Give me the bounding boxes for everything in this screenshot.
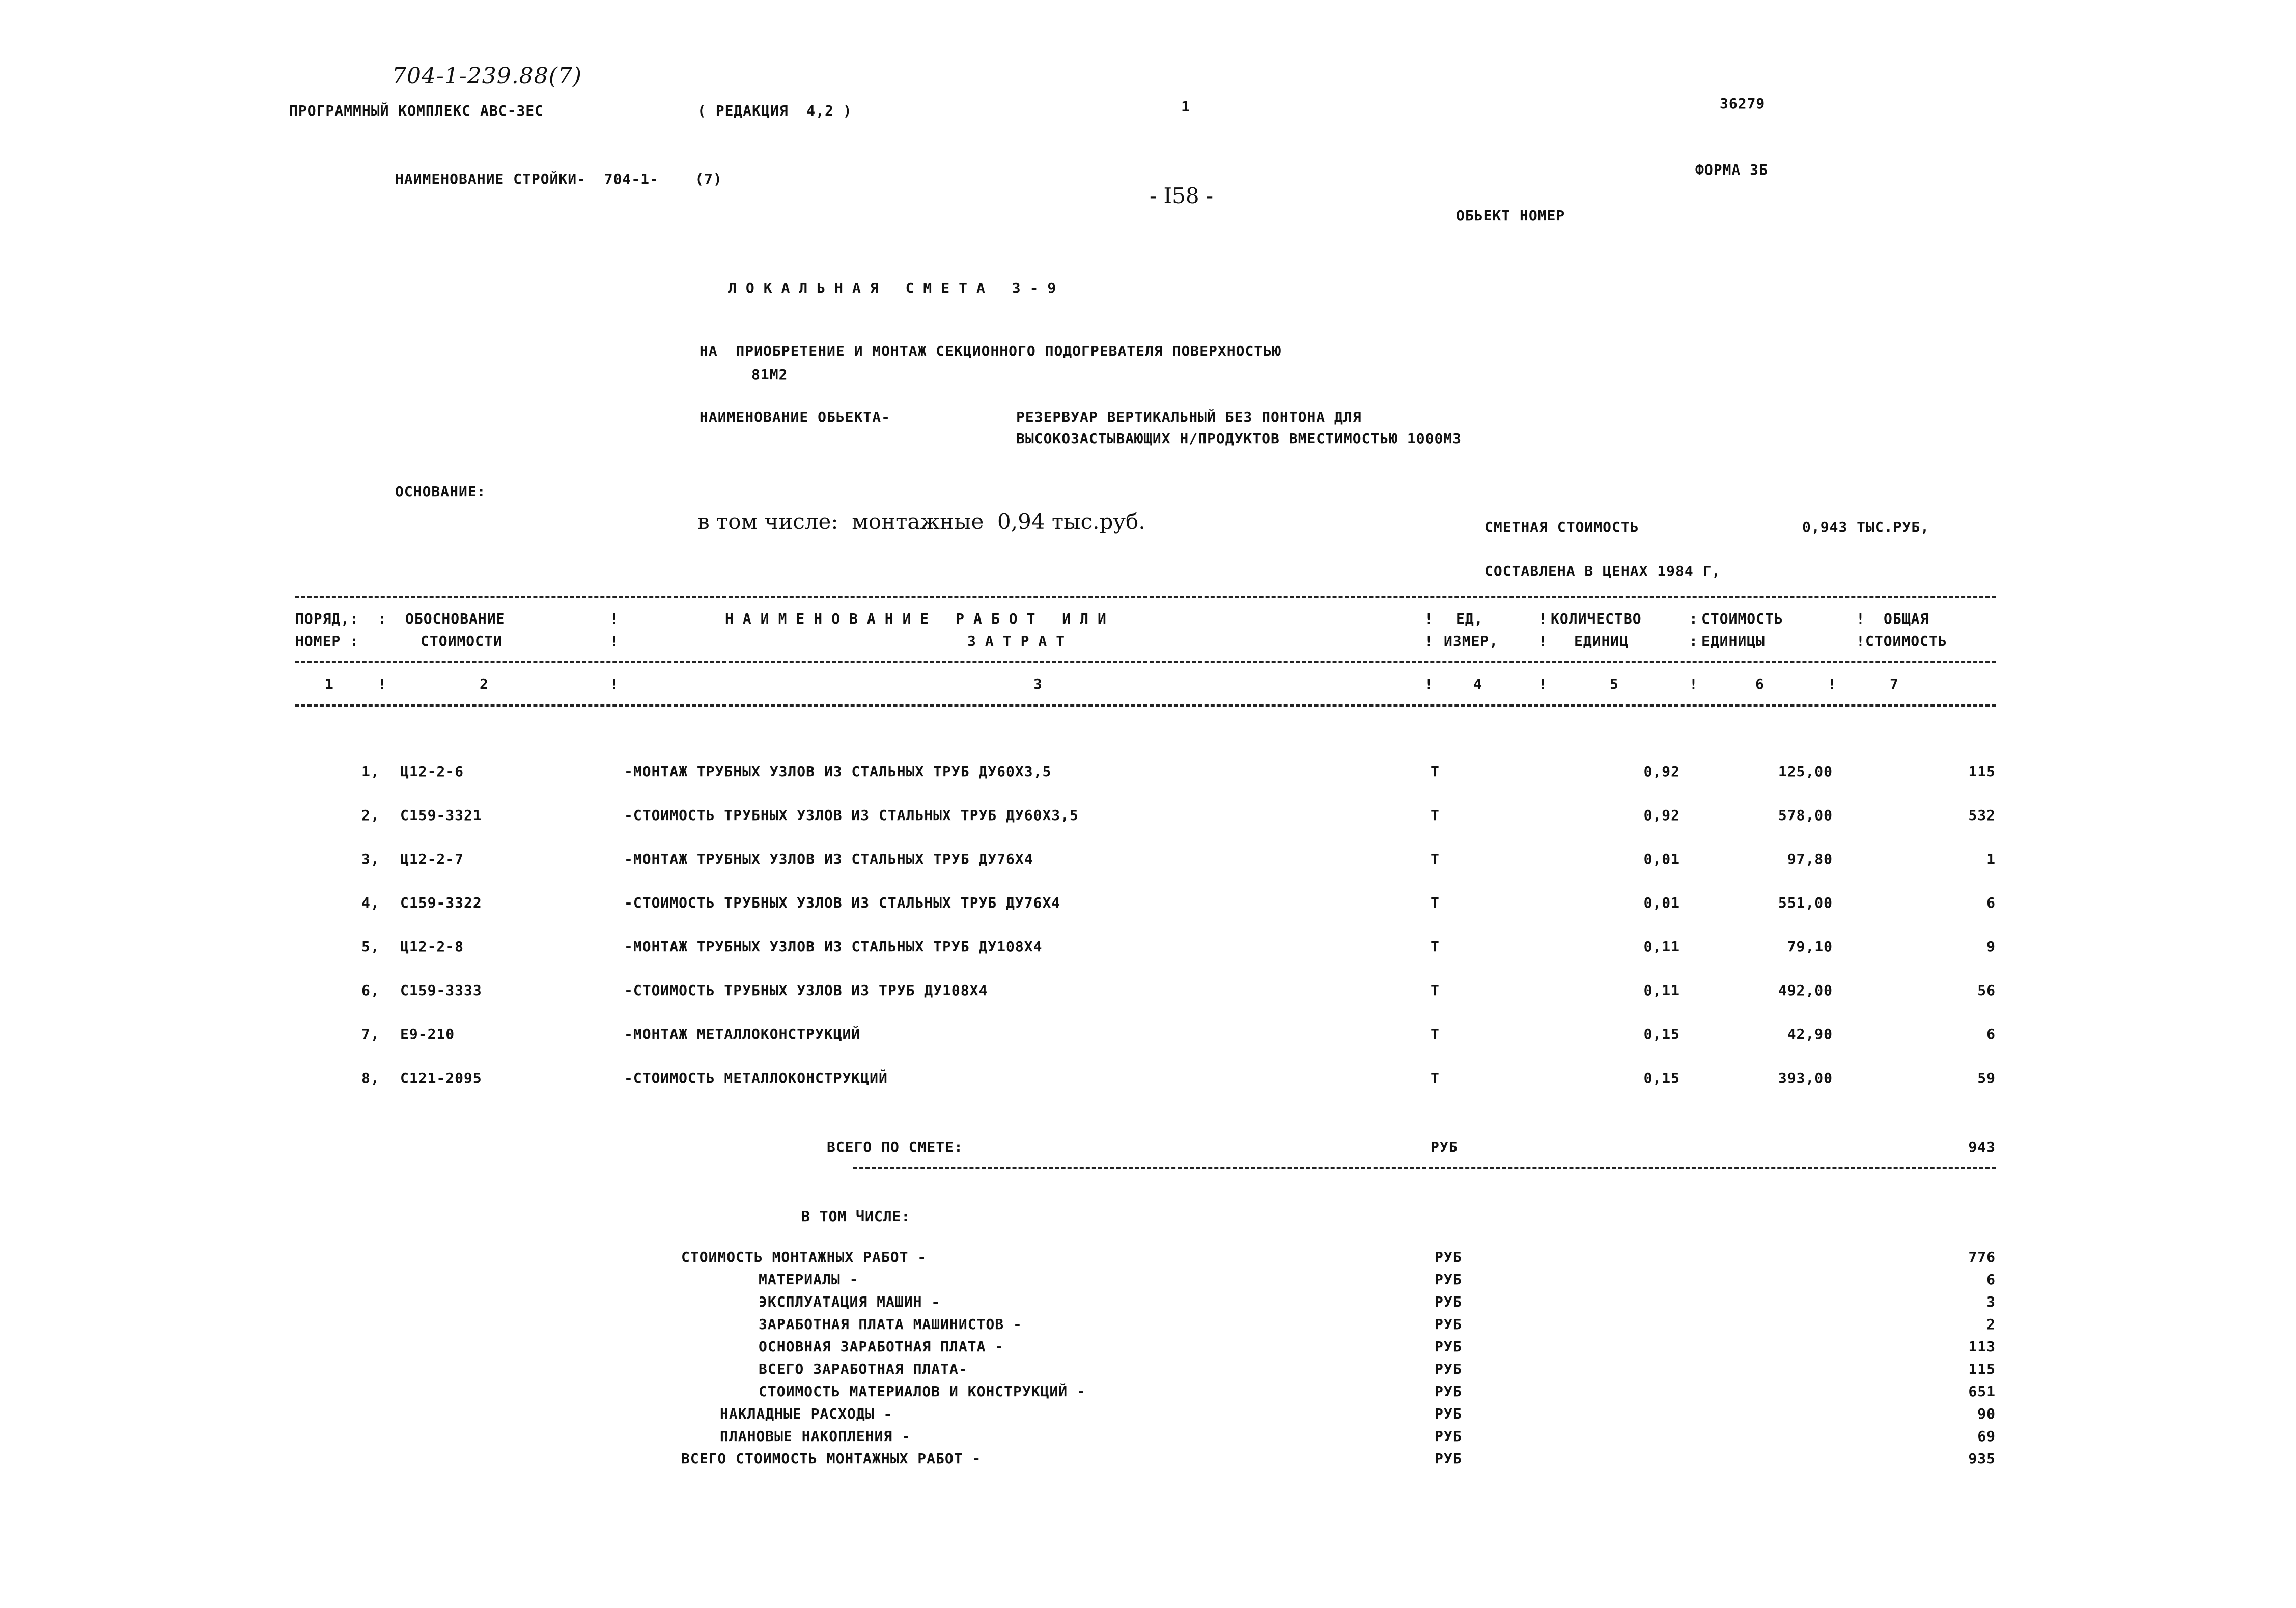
- row-unit: Т: [1431, 763, 1440, 780]
- row-name: -СТОИМОСТЬ ТРУБНЫХ УЗЛОВ ИЗ СТАЛЬНЫХ ТРУБ ДУ60Х3,5: [624, 807, 1079, 824]
- table-row: [0, 896, 2296, 916]
- breakdown-value: 6: [1986, 1271, 1996, 1288]
- row-order: 6,: [361, 982, 380, 999]
- total-unit: РУБ: [1431, 1139, 1458, 1155]
- row-qty: 0,01: [1643, 894, 1680, 911]
- breakdown-unit: РУБ: [1435, 1450, 1462, 1467]
- header-separators-10: :: [1689, 633, 1698, 650]
- breakdown-unit: РУБ: [1435, 1271, 1462, 1288]
- including-mounting: в том числе: монтажные 0,94 тыс.руб.: [697, 509, 1145, 534]
- row-total: 532: [1968, 807, 1996, 824]
- row-price: 42,90: [1787, 1026, 1833, 1042]
- col-unit-header-1: ЕД,: [1456, 610, 1483, 627]
- breakdown-label: СТОИМОСТЬ МАТЕРИАЛОВ И КОНСТРУКЦИЙ -: [759, 1383, 1086, 1400]
- breakdown-value: 935: [1968, 1450, 1996, 1467]
- row-price: 551,00: [1778, 894, 1833, 911]
- breakdown-value: 2: [1986, 1316, 1996, 1333]
- col-name-header-2: ЗАТРАТ: [967, 633, 1074, 650]
- row-qty: 0,11: [1643, 982, 1680, 999]
- row-order: 4,: [361, 894, 380, 911]
- col-number-3: 3: [1033, 675, 1043, 692]
- number-row-separators: !: [378, 675, 387, 692]
- row-name: -СТОИМОСТЬ ТРУБНЫХ УЗЛОВ ИЗ ТРУБ ДУ108Х4: [624, 982, 988, 999]
- row-unit: Т: [1431, 894, 1440, 911]
- number-row-separators: !: [1538, 675, 1548, 692]
- row-code: Е9-210: [400, 1026, 455, 1042]
- row-qty: 0,15: [1643, 1069, 1680, 1086]
- row-unit: Т: [1431, 1069, 1440, 1086]
- table-row: [0, 1071, 2296, 1091]
- row-code: Ц12-2-8: [400, 938, 464, 955]
- estimate-title: ЛОКАЛЬНАЯ СМЕТА 3-9: [728, 279, 1066, 296]
- row-total: 59: [1977, 1069, 1996, 1086]
- breakdown-label: СТОИМОСТЬ МОНТАЖНЫХ РАБОТ -: [681, 1249, 927, 1265]
- total-value: 943: [1968, 1139, 1996, 1155]
- document-number: 36279: [1720, 95, 1766, 112]
- col-order-header-1: ПОРЯД,:: [295, 610, 359, 627]
- breakdown-row: [0, 1385, 2296, 1405]
- row-price: 79,10: [1787, 938, 1833, 955]
- row-order: 1,: [361, 763, 380, 780]
- breakdown-row: [0, 1429, 2296, 1450]
- header-separators-4: !: [1538, 610, 1548, 627]
- row-price: 97,80: [1787, 851, 1833, 867]
- col-total-header-2: СТОИМОСТЬ: [1865, 633, 1947, 650]
- number-row-separators: !: [1828, 675, 1837, 692]
- col-number-1: 1: [325, 675, 334, 692]
- col-qty-header-2: ЕДИНИЦ: [1574, 633, 1629, 650]
- breakdown-unit: РУБ: [1435, 1383, 1462, 1400]
- breakdown-label: ПЛАНОВЫЕ НАКОПЛЕНИЯ -: [720, 1428, 911, 1445]
- row-price: 492,00: [1778, 982, 1833, 999]
- row-qty: 0,01: [1643, 851, 1680, 867]
- header-separators-6: !: [1856, 610, 1865, 627]
- header-separators-3: !: [1424, 610, 1434, 627]
- col-number-7: 7: [1890, 675, 1899, 692]
- col-basis-header-1: ОБОСНОВАНИЕ: [405, 610, 506, 627]
- col-qty-header-1: КОЛИЧЕСТВО: [1551, 610, 1642, 627]
- row-name: -МОНТАЖ ТРУБНЫХ УЗЛОВ ИЗ СТАЛЬНЫХ ТРУБ ДУ108Х4: [624, 938, 1043, 955]
- breakdown-row: [0, 1250, 2296, 1271]
- breakdown-label: ВСЕГО ЗАРАБОТНАЯ ПЛАТА-: [759, 1361, 968, 1377]
- subject-line-1: НА ПРИОБРЕТЕНИЕ И МОНТАЖ СЕКЦИОННОГО ПОДОГРЕВАТЕЛЯ ПОВЕРХНОСТЬЮ: [699, 343, 1281, 359]
- program-name: ПРОГРАММНЫЙ КОМПЛЕКС АВС-ЗЕС: [289, 102, 544, 119]
- row-code: Ц12-2-6: [400, 763, 464, 780]
- table-row: [0, 808, 2296, 829]
- col-number-5: 5: [1610, 675, 1619, 692]
- row-order: 3,: [361, 851, 380, 867]
- row-code: С159-3322: [400, 894, 482, 911]
- object-number: ОБЬЕКТ НОМЕР: [1456, 207, 1565, 224]
- breakdown-unit: РУБ: [1435, 1428, 1462, 1445]
- row-unit: Т: [1431, 982, 1440, 999]
- row-price: 578,00: [1778, 807, 1833, 824]
- header-bottom-rule: [295, 704, 1996, 707]
- subject-line-2: 81М2: [751, 366, 788, 383]
- total-label: ВСЕГО ПО СМЕТЕ:: [827, 1139, 963, 1155]
- col-total-header-1: ОБЩАЯ: [1884, 610, 1929, 627]
- row-total: 1: [1986, 851, 1996, 867]
- table-row: [0, 940, 2296, 960]
- row-name: -МОНТАЖ ТРУБНЫХ УЗЛОВ ИЗ СТАЛЬНЫХ ТРУБ ДУ76Х4: [624, 851, 1033, 867]
- header-separators-9: !: [1538, 633, 1548, 650]
- breakdown-label: НАКЛАДНЫЕ РАСХОДЫ -: [720, 1405, 893, 1422]
- breakdown-unit: РУБ: [1435, 1405, 1462, 1422]
- breakdown-value: 115: [1968, 1361, 1996, 1377]
- breakdown-value: 69: [1977, 1428, 1996, 1445]
- header-separators-7: !: [610, 633, 619, 650]
- header-separators-8: !: [1424, 633, 1434, 650]
- sheet-number: 1: [1181, 98, 1190, 115]
- row-unit: Т: [1431, 807, 1440, 824]
- including-label: В ТОМ ЧИСЛЕ:: [801, 1208, 911, 1225]
- breakdown-label: ВСЕГО СТОИМОСТЬ МОНТАЖНЫХ РАБОТ -: [681, 1450, 982, 1467]
- col-order-header-2: НОМЕР :: [295, 633, 359, 650]
- row-code: С159-3321: [400, 807, 482, 824]
- breakdown-label: ОСНОВНАЯ ЗАРАБОТНАЯ ПЛАТА -: [759, 1338, 1004, 1355]
- row-name: -СТОИМОСТЬ МЕТАЛЛОКОНСТРУКЦИЙ: [624, 1069, 888, 1086]
- breakdown-value: 113: [1968, 1338, 1996, 1355]
- row-code: С159-3333: [400, 982, 482, 999]
- row-price: 393,00: [1778, 1069, 1833, 1086]
- estimated-cost-value: 0,943 ТЫС.РУБ,: [1802, 519, 1930, 535]
- breakdown-unit: РУБ: [1435, 1249, 1462, 1265]
- breakdown-label: ЭКСПЛУАТАЦИЯ МАШИН -: [759, 1293, 941, 1310]
- basis-label: ОСНОВАНИЕ:: [395, 483, 486, 500]
- breakdown-row: [0, 1295, 2296, 1315]
- col-price-header-2: ЕДИНИЦЫ: [1701, 633, 1766, 650]
- number-row-separators: !: [610, 675, 619, 692]
- form-label: ФОРМА 3Б: [1695, 161, 1768, 178]
- row-total: 56: [1977, 982, 1996, 999]
- row-total: 9: [1986, 938, 1996, 955]
- col-number-6: 6: [1755, 675, 1765, 692]
- breakdown-row: [0, 1317, 2296, 1338]
- breakdown-row: [0, 1362, 2296, 1383]
- header-number-rule: [295, 661, 1996, 663]
- row-qty: 0,92: [1643, 763, 1680, 780]
- row-order: 7,: [361, 1026, 380, 1042]
- header-separators-1: :: [378, 610, 387, 627]
- breakdown-row: [0, 1407, 2296, 1427]
- table-row: [0, 983, 2296, 1004]
- breakdown-value: 3: [1986, 1293, 1996, 1310]
- row-order: 2,: [361, 807, 380, 824]
- row-unit: Т: [1431, 1026, 1440, 1042]
- building-name: НАИМЕНОВАНИЕ СТРОЙКИ- 704-1- (7): [395, 171, 722, 187]
- page-number: - I58 -: [1150, 183, 1214, 208]
- row-price: 125,00: [1778, 763, 1833, 780]
- object-line-2: ВЫСОКОЗАСТЫВАЮЩИХ Н/ПРОДУКТОВ ВМЕСТИМОСТЬЮ 1000М3: [1016, 430, 1462, 447]
- col-basis-header-2: СТОИМОСТИ: [421, 633, 502, 650]
- row-order: 8,: [361, 1069, 380, 1086]
- row-order: 5,: [361, 938, 380, 955]
- col-price-header-1: СТОИМОСТЬ: [1701, 610, 1783, 627]
- number-row-separators: !: [1689, 675, 1698, 692]
- table-row: [0, 765, 2296, 785]
- breakdown-row: [0, 1273, 2296, 1293]
- breakdown-row: [0, 1452, 2296, 1472]
- row-code: Ц12-2-7: [400, 851, 464, 867]
- col-unit-header-2: ИЗМЕР,: [1444, 633, 1499, 650]
- row-name: -СТОИМОСТЬ ТРУБНЫХ УЗЛОВ ИЗ СТАЛЬНЫХ ТРУБ ДУ76Х4: [624, 894, 1061, 911]
- row-total: 6: [1986, 894, 1996, 911]
- table-row: [0, 852, 2296, 872]
- handwritten-code: 704-1-239.88(7): [392, 63, 582, 89]
- breakdown-value: 90: [1977, 1405, 1996, 1422]
- table-top-rule: [295, 596, 1996, 598]
- estimated-cost-label: СМЕТНАЯ СТОИМОСТЬ: [1485, 519, 1639, 535]
- breakdown-row: [0, 1340, 2296, 1360]
- breakdown-value: 651: [1968, 1383, 1996, 1400]
- price-basis: СОСТАВЛЕНА В ЦЕНАХ 1984 Г,: [1485, 562, 1721, 579]
- row-unit: Т: [1431, 938, 1440, 955]
- row-qty: 0,92: [1643, 807, 1680, 824]
- col-number-4: 4: [1473, 675, 1482, 692]
- breakdown-unit: РУБ: [1435, 1338, 1462, 1355]
- breakdown-unit: РУБ: [1435, 1361, 1462, 1377]
- object-label: НАИМЕНОВАНИЕ ОБЬЕКТА-: [699, 409, 891, 426]
- header-separators-5: :: [1689, 610, 1698, 627]
- row-code: С121-2095: [400, 1069, 482, 1086]
- object-line-1: РЕЗЕРВУАР ВЕРТИКАЛЬНЫЙ БЕЗ ПОНТОНА ДЛЯ: [1016, 409, 1362, 426]
- total-rule: [853, 1167, 1996, 1169]
- row-name: -МОНТАЖ ТРУБНЫХ УЗЛОВ ИЗ СТАЛЬНЫХ ТРУБ ДУ60Х3,5: [624, 763, 1052, 780]
- header-separators-11: !: [1856, 633, 1865, 650]
- row-qty: 0,15: [1643, 1026, 1680, 1042]
- breakdown-label: МАТЕРИАЛЫ -: [759, 1271, 859, 1288]
- breakdown-unit: РУБ: [1435, 1293, 1462, 1310]
- row-unit: Т: [1431, 851, 1440, 867]
- breakdown-label: ЗАРАБОТНАЯ ПЛАТА МАШИНИСТОВ -: [759, 1316, 1022, 1333]
- number-row-separators: !: [1424, 675, 1434, 692]
- breakdown-unit: РУБ: [1435, 1316, 1462, 1333]
- header-separators-2: !: [610, 610, 619, 627]
- row-total: 6: [1986, 1026, 1996, 1042]
- program-edition: ( РЕДАКЦИЯ 4,2 ): [697, 102, 852, 119]
- table-row: [0, 1027, 2296, 1048]
- row-total: 115: [1968, 763, 1996, 780]
- row-name: -МОНТАЖ МЕТАЛЛОКОНСТРУКЦИЙ: [624, 1026, 861, 1042]
- col-name-header-1: НАИМЕНОВАНИЕ РАБОТ ИЛИ: [725, 610, 1115, 627]
- col-number-2: 2: [480, 675, 489, 692]
- breakdown-value: 776: [1968, 1249, 1996, 1265]
- row-qty: 0,11: [1643, 938, 1680, 955]
